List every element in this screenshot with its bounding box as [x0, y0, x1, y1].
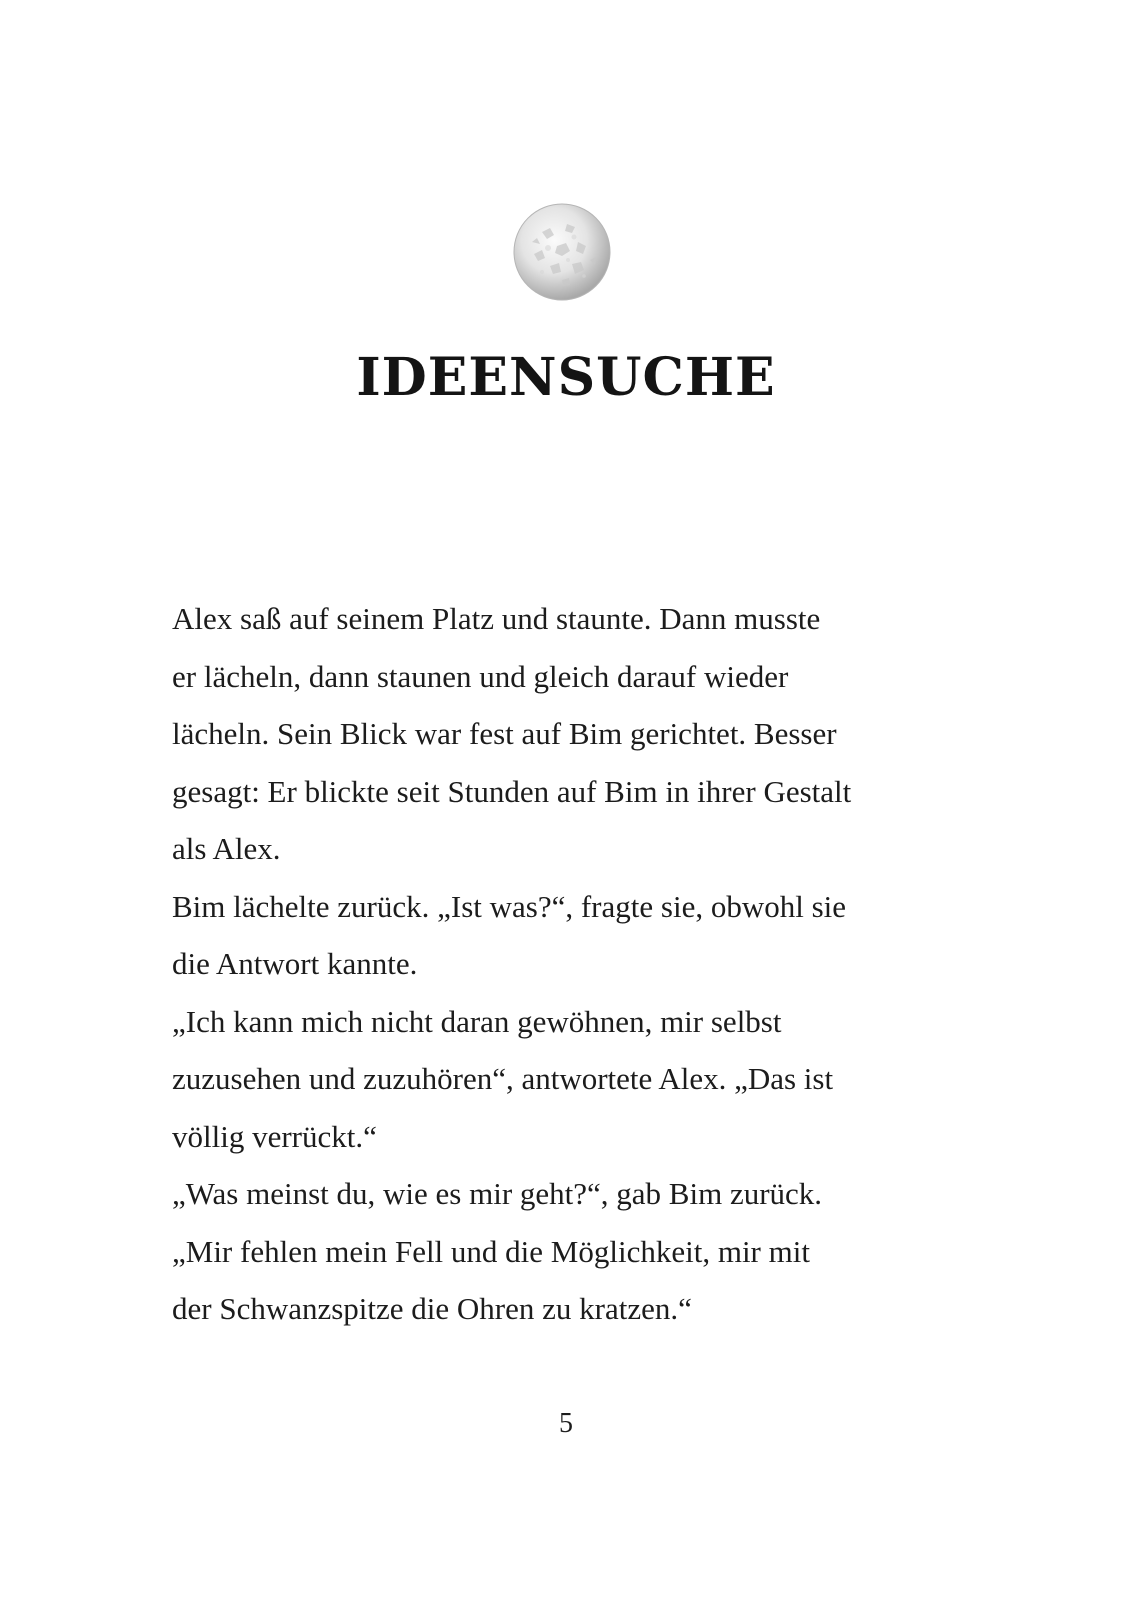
- text-line: Bim lächelte zurück. „Ist was?“, fragte sie, obwohl sie: [172, 888, 847, 924]
- text-line: „Mir fehlen mein Fell und die Möglichkeit, mir mit: [172, 1233, 810, 1269]
- text-line: zuzusehen und zuzuhören“, antwortete Alex. „Das ist: [172, 1061, 834, 1096]
- chapter-title: IDEENSUCHE: [356, 347, 776, 408]
- text-line: als Alex.: [172, 831, 281, 866]
- text-line: Alex saß auf seinem Platz und staunte. Dann musste: [172, 601, 821, 636]
- page-number: 5: [559, 1408, 573, 1439]
- text-line: er lächeln, dann staunen und gleich darauf wieder: [172, 658, 789, 694]
- text-line: „Ich kann mich nicht daran gewöhnen, mir selbst: [172, 1003, 782, 1039]
- text-line: „Was meinst du, wie es mir geht?“, gab Bim zurück.: [172, 1176, 823, 1211]
- text-line: gesagt: Er blickte seit Stunden auf Bim in ihrer Gestalt: [172, 773, 852, 809]
- text-line: der Schwanzspitze die Ohren zu kratzen.“: [172, 1291, 692, 1326]
- text-line: völlig verrückt.“: [172, 1118, 377, 1154]
- moon-icon: [512, 202, 612, 302]
- text-line: lächeln. Sein Blick war fest auf Bim gerichtet. Besser: [172, 716, 837, 751]
- text-line: die Antwort kannte.: [172, 946, 418, 981]
- body-text: [172, 590, 972, 1338]
